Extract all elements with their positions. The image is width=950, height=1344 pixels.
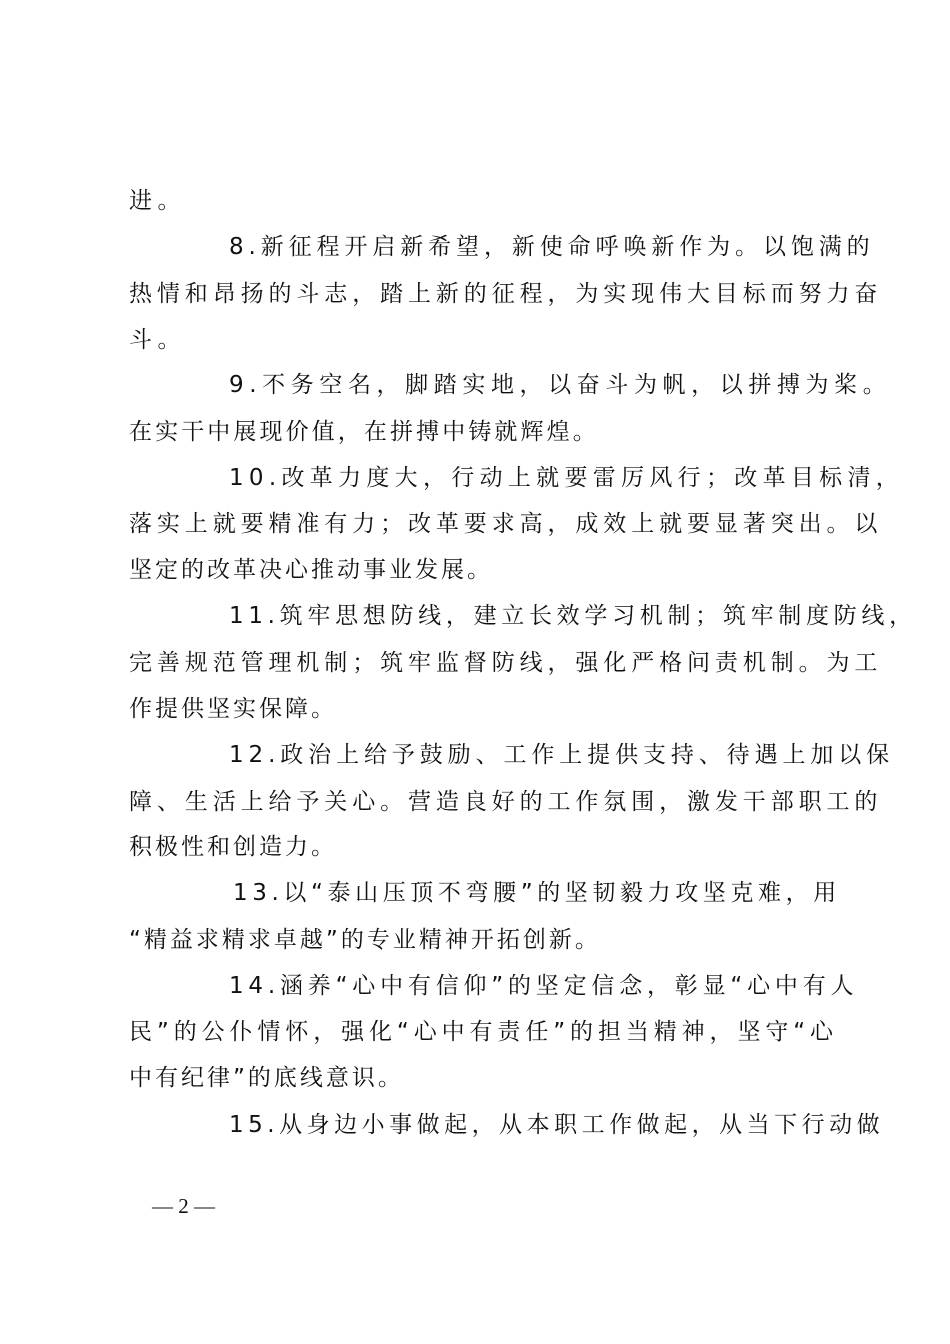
item-8-line-2: 热情和昂扬的斗志，踏上新的征程，为实现伟大目标而努力奋 [129, 281, 883, 307]
item-8-line-1: 8.新征程开启新希望，新使命呼唤新作为。以饱满的 [229, 234, 875, 260]
item-12-line-3: 积极性和创造力。 [129, 834, 337, 860]
item-13-line-1: 13.以“泰山压顶不弯腰”的坚韧毅力攻坚克难，用 [233, 880, 841, 906]
item-12-line-1: 12.政治上给予鼓励、工作上提供支持、待遇上加以保 [229, 742, 895, 768]
item-9-line-2: 在实干中展现价值，在拼搏中铸就辉煌。 [129, 419, 599, 445]
item-9-line-1: 9.不务空名，脚踏实地，以奋斗为帆，以拼搏为桨。 [229, 372, 892, 398]
item-11-line-3: 作提供坚实保障。 [129, 696, 337, 722]
page-number: — 2 — [152, 1194, 215, 1218]
item-14-line-2: 民”的公仆情怀，强化“心中有责任”的担当精神，坚守“心 [129, 1019, 838, 1045]
item-10-line-1: 10.改革力度大，行动上就要雷厉风行；改革目标清， [229, 465, 905, 491]
text-line-1: 进。 [129, 188, 186, 214]
item-11-line-1: 11.筑牢思想防线，建立长效学习机制；筑牢制度防线， [229, 603, 917, 629]
item-10-line-3: 坚定的改革决心推动事业发展。 [129, 557, 493, 583]
item-11-line-2: 完善规范管理机制；筑牢监督防线，强化严格问责机制。为工 [129, 650, 883, 676]
item-8-line-3: 斗。 [129, 327, 186, 353]
item-10-line-2: 落实上就要精准有力；改革要求高，成效上就要显著突出。以 [129, 511, 883, 537]
item-15-line-1: 15.从身边小事做起，从本职工作做起，从当下行动做 [229, 1112, 885, 1138]
item-12-line-2: 障、生活上给予关心。营造良好的工作氛围，激发干部职工的 [129, 789, 883, 815]
item-14-line-1: 14.涵养“心中有信仰”的坚定信念，彰显“心中有人 [229, 973, 859, 999]
item-14-line-3: 中有纪律”的底线意识。 [129, 1065, 404, 1091]
item-13-line-2: “精益求精求卓越”的专业精神开拓创新。 [129, 927, 601, 953]
